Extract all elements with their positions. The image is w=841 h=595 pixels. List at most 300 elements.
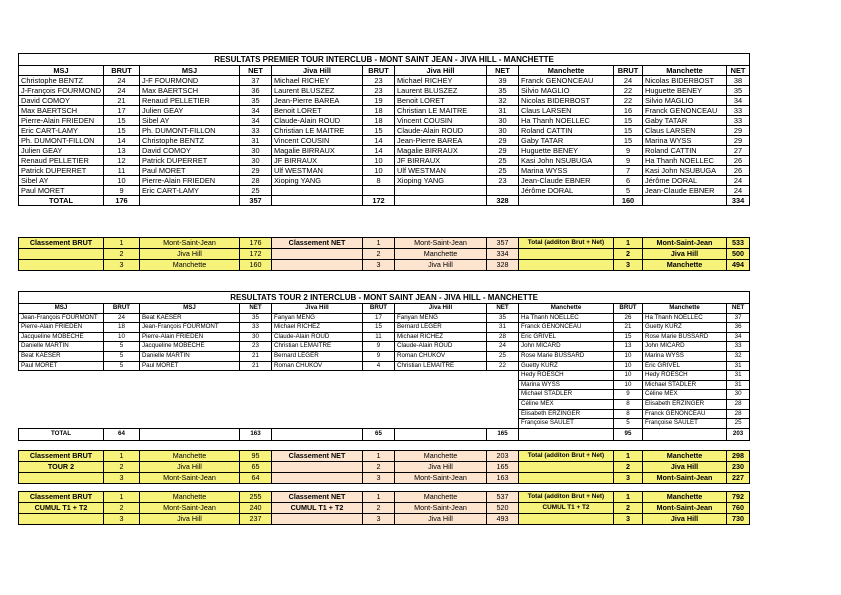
table-cell: Élisabeth ERZINGER	[643, 399, 727, 409]
table-cell: 31	[727, 371, 750, 381]
table-row	[19, 76, 750, 86]
table-row	[19, 156, 750, 166]
table-cell	[240, 419, 272, 429]
table-cell: 32	[487, 96, 519, 106]
table-cell: 15	[614, 116, 643, 126]
ranking-cell: 1	[104, 238, 140, 249]
table-cell: Jean-Claude EBNER	[519, 176, 614, 186]
table-cell: Claude-Alain ROUD	[272, 332, 363, 342]
table-cell: 30	[240, 332, 272, 342]
ranking-cell: 334	[487, 249, 519, 260]
table-cell: Roman CHUKOV	[272, 361, 363, 371]
table-cell: 30	[240, 146, 272, 156]
ranking-cell: 3	[614, 260, 643, 271]
table-cell: 37	[727, 313, 750, 323]
table-cell: Franck GENONCEAU	[519, 323, 614, 333]
table-cell: John MICARD	[519, 342, 614, 352]
ranking-cell: 160	[240, 260, 272, 271]
ranking-cell: 2	[104, 462, 140, 473]
table-cell: 33	[240, 126, 272, 136]
table-cell	[272, 196, 363, 206]
table-cell: Huguette BENEY	[643, 86, 727, 96]
tour2-results-table	[18, 291, 750, 441]
table-cell: Jacqueline MOBECHE	[19, 332, 104, 342]
table-cell: TOTAL	[19, 196, 104, 206]
cumul-cell: Mont-Saint-Jean	[395, 503, 487, 514]
table-cell	[140, 399, 240, 409]
table-cell	[363, 419, 395, 429]
table-row	[19, 96, 750, 106]
ranking-cell	[272, 249, 363, 260]
table-cell	[487, 371, 519, 381]
table-cell: 32	[727, 351, 750, 361]
table-cell: Jacqueline MOBECHE	[140, 342, 240, 352]
column-header: Manchette	[519, 66, 614, 76]
table-cell	[19, 390, 104, 400]
table-cell: Marina WYSS	[519, 166, 614, 176]
column-header: NET	[487, 66, 519, 76]
table-cell: 35	[487, 86, 519, 96]
cumul-cell: Jiva Hill	[140, 514, 240, 525]
tour1-header-row	[19, 66, 750, 76]
table-cell: Eric CART-LAMY	[140, 186, 240, 196]
ranking-cell: 172	[240, 249, 272, 260]
cumul-cell: 760	[727, 503, 750, 514]
table-cell: 25	[487, 166, 519, 176]
table-row	[19, 313, 750, 323]
table-cell: Franck GENONCEAU	[643, 409, 727, 419]
ranking-cell: 494	[727, 260, 750, 271]
table-row	[19, 186, 750, 196]
table-cell: Claude-Alain ROUD	[395, 342, 487, 352]
ranking-cell: 227	[727, 473, 750, 484]
table-cell	[395, 409, 487, 419]
table-cell: Vincent COUSIN	[395, 116, 487, 126]
table-cell: 24	[487, 342, 519, 352]
column-header: BRUT	[363, 304, 395, 314]
column-header: MSJ	[140, 304, 240, 314]
table-cell: Élisabeth ERZINGER	[519, 409, 614, 419]
table-cell: 9	[363, 342, 395, 352]
table-cell: Bernard LEGER	[272, 351, 363, 361]
table-cell: 14	[363, 136, 395, 146]
table-cell: 36	[240, 86, 272, 96]
table-cell: 9	[614, 390, 643, 400]
table-cell: Paul MORET	[140, 166, 240, 176]
column-header: NET	[240, 304, 272, 314]
table-cell: 19	[363, 96, 395, 106]
table-cell: 10	[104, 332, 140, 342]
table-cell: J-François FOURMOND	[19, 86, 104, 96]
table-cell: Christophe BENTZ	[19, 76, 104, 86]
ranking-cell: Manchette	[395, 249, 487, 260]
table-cell: J-F FOURMOND	[140, 76, 240, 86]
column-header: MSJ	[140, 66, 240, 76]
table-cell: David COMOY	[140, 146, 240, 156]
table-cell	[487, 399, 519, 409]
table-row	[19, 342, 750, 352]
total-cell: 165	[487, 428, 519, 440]
tour2-ranking-table	[18, 450, 750, 484]
table-cell: 35	[240, 313, 272, 323]
table-cell: Ha Thanh NOELLEC	[643, 313, 727, 323]
table-cell: Patrick DUPERRET	[19, 166, 104, 176]
table-cell: 15	[104, 126, 140, 136]
table-cell: Eric GRIVEL	[519, 332, 614, 342]
table-cell: Franck GENONCEAU	[643, 106, 727, 116]
table-cell: 9	[363, 351, 395, 361]
ranking-cell: 1	[363, 238, 395, 249]
table-cell: Marina WYSS	[643, 351, 727, 361]
table-cell: 31	[487, 106, 519, 116]
column-header: MSJ	[19, 304, 104, 314]
table-cell: 10	[104, 176, 140, 186]
table-cell: Paul MORET	[140, 361, 240, 371]
ranking-row	[19, 249, 750, 260]
cumul-cell: Jiva Hill	[395, 514, 487, 525]
ranking-cell: 328	[487, 260, 519, 271]
table-cell: Pierre-Alain FRIEDEN	[19, 116, 104, 126]
ranking-cell: 1	[614, 451, 643, 462]
table-cell: Beat KAESER	[19, 351, 104, 361]
table-cell: Marina WYSS	[519, 380, 614, 390]
table-cell: Guetty KURZ	[643, 323, 727, 333]
table-cell	[240, 390, 272, 400]
table-cell	[487, 380, 519, 390]
table-cell: Hedy ROESCH	[643, 371, 727, 381]
table-cell: 30	[487, 126, 519, 136]
table-cell: 15	[104, 116, 140, 126]
cumul-cell: 2	[614, 503, 643, 514]
table-cell: JF BIRRAUX	[395, 156, 487, 166]
table-cell: Jean-Claude EBNER	[643, 186, 727, 196]
table-row	[19, 323, 750, 333]
cumul-row	[19, 503, 750, 514]
table-cell	[19, 371, 104, 381]
ranking-cell: TOUR 2	[19, 462, 104, 473]
cumul-cell: Mont-Saint-Jean	[140, 503, 240, 514]
cumul-cell: Manchette	[140, 492, 240, 503]
table-cell: 18	[363, 116, 395, 126]
ranking-cell: 95	[240, 451, 272, 462]
total-cell	[643, 428, 727, 440]
table-cell: 10	[363, 156, 395, 166]
column-header: BRUT	[363, 66, 395, 76]
cumul-cell: Mont-Saint-Jean	[643, 503, 727, 514]
ranking-cell: Classement BRUT	[19, 238, 104, 249]
ranking-row	[19, 238, 750, 249]
table-cell: 8	[363, 176, 395, 186]
ranking-cell: Classement NET	[272, 238, 363, 249]
table-cell: 13	[104, 146, 140, 156]
table-cell: Pierre-Alain FRIEDEN	[140, 332, 240, 342]
table-cell	[487, 390, 519, 400]
table-cell: 24	[104, 86, 140, 96]
table-cell	[104, 409, 140, 419]
table-cell	[140, 409, 240, 419]
cumul-cell: 2	[363, 503, 395, 514]
table-cell: Michael RICHEY	[395, 76, 487, 86]
column-header: Manchette	[519, 304, 614, 314]
table-cell: Magalie BIRRAUX	[272, 146, 363, 156]
ranking-cell	[272, 462, 363, 473]
table-cell	[272, 409, 363, 419]
table-cell: 176	[104, 196, 140, 206]
table-cell: 28	[487, 332, 519, 342]
table-cell: Kasi John NSUBUGA	[519, 156, 614, 166]
table-cell	[104, 371, 140, 381]
ranking-cell: Mont-Saint-Jean	[140, 473, 240, 484]
column-header: Manchette	[643, 66, 727, 76]
total-cell: 64	[104, 428, 140, 440]
table-cell: John MICARD	[643, 342, 727, 352]
table-cell: Max BAERTSCH	[140, 86, 240, 96]
table-cell	[19, 409, 104, 419]
table-cell: Sibel AY	[19, 176, 104, 186]
table-cell: 30	[487, 116, 519, 126]
table-cell: 6	[614, 176, 643, 186]
column-header: Manchette	[643, 304, 727, 314]
total-cell	[395, 428, 487, 440]
table-cell	[519, 196, 614, 206]
table-cell: 17	[363, 313, 395, 323]
table-cell	[104, 380, 140, 390]
ranking-cell: Jiva Hill	[140, 462, 240, 473]
table-cell	[140, 371, 240, 381]
ranking-cell: Mont-Saint-Jean	[395, 473, 487, 484]
ranking-cell: Mont-Saint-Jean	[643, 238, 727, 249]
table-cell: Danielle MARTIN	[140, 351, 240, 361]
ranking-cell: 500	[727, 249, 750, 260]
table-row	[19, 146, 750, 156]
cumul-cell: 537	[487, 492, 519, 503]
table-cell: 5	[614, 186, 643, 196]
table-row	[19, 196, 750, 206]
cumul-row	[19, 492, 750, 503]
table-cell	[363, 186, 395, 196]
ranking-row	[19, 451, 750, 462]
table-row	[19, 390, 750, 400]
table-cell: 24	[614, 76, 643, 86]
table-cell: Laurent BLUSZEZ	[395, 86, 487, 96]
ranking-cell: Jiva Hill	[395, 260, 487, 271]
ranking-row	[19, 260, 750, 271]
table-cell: 11	[104, 166, 140, 176]
table-cell: Jérôme DORAL	[643, 176, 727, 186]
table-cell: 33	[727, 342, 750, 352]
table-cell	[272, 380, 363, 390]
total-cell: 65	[363, 428, 395, 440]
table-row	[19, 126, 750, 136]
table-cell: 10	[614, 351, 643, 361]
ranking-cell: Jiva Hill	[140, 249, 240, 260]
table-cell: Xioping YANG	[395, 176, 487, 186]
table-cell: 29	[240, 166, 272, 176]
table-row	[19, 136, 750, 146]
ranking-cell: 533	[727, 238, 750, 249]
table-cell: 18	[104, 323, 140, 333]
ranking-cell: 3	[104, 260, 140, 271]
table-row	[19, 176, 750, 186]
table-cell	[395, 186, 487, 196]
ranking-row	[19, 473, 750, 484]
table-cell: Michael RICHEY	[272, 76, 363, 86]
cumul-cell	[519, 514, 614, 525]
table-cell	[272, 399, 363, 409]
table-cell: Patrick DUPERRET	[140, 156, 240, 166]
table-cell: Pierre-Alain FRIEDEN	[19, 323, 104, 333]
table-cell	[19, 399, 104, 409]
column-header: MSJ	[19, 66, 104, 76]
table-cell: 24	[104, 313, 140, 323]
ranking-cell: 2	[363, 249, 395, 260]
table-cell: 172	[363, 196, 395, 206]
table-cell	[240, 409, 272, 419]
table-row	[19, 106, 750, 116]
ranking-cell: 2	[363, 462, 395, 473]
table-cell: Claude-Alain ROUD	[395, 126, 487, 136]
table-cell: 22	[614, 86, 643, 96]
table-cell	[395, 390, 487, 400]
column-header: BRUT	[104, 304, 140, 314]
table-cell: 37	[240, 76, 272, 86]
table-cell: 328	[487, 196, 519, 206]
table-cell	[140, 390, 240, 400]
table-row	[19, 419, 750, 429]
table-cell: 25	[240, 186, 272, 196]
table-cell: Jean-Pierre BAREA	[272, 96, 363, 106]
ranking-cell: Manchette	[395, 451, 487, 462]
table-cell	[240, 399, 272, 409]
cumul-cell: CUMUL T1 + T2	[272, 503, 363, 514]
total-cell: 163	[240, 428, 272, 440]
table-cell	[487, 419, 519, 429]
table-cell: Roland CATTIN	[519, 126, 614, 136]
table-cell: 29	[487, 136, 519, 146]
table-cell: 24	[727, 186, 750, 196]
table-cell: Paul MORET	[19, 186, 104, 196]
table-cell: David COMOY	[19, 96, 104, 106]
table-cell: JF BIRRAUX	[272, 156, 363, 166]
cumul-cell: 1	[104, 492, 140, 503]
table-cell: Gaby TATAR	[519, 136, 614, 146]
table-cell: Fanyan MENG	[395, 313, 487, 323]
table-cell	[487, 186, 519, 196]
table-cell	[487, 409, 519, 419]
ranking-cell: Total (additon Brut + Net)	[519, 238, 614, 249]
ranking-cell	[519, 462, 614, 473]
ranking-cell: 165	[487, 462, 519, 473]
table-cell: 21	[104, 96, 140, 106]
table-cell: Ha Thanh NOELLEC	[519, 313, 614, 323]
table-cell: 26	[727, 156, 750, 166]
table-cell: 7	[614, 166, 643, 176]
tour1-results-table	[18, 53, 750, 206]
ranking-cell: Mont-Saint-Jean	[643, 473, 727, 484]
column-header: NET	[727, 304, 750, 314]
table-cell: 33	[240, 323, 272, 333]
table-cell: 10	[614, 361, 643, 371]
table-cell: Jean-Pierre BAREA	[395, 136, 487, 146]
table-cell: 33	[727, 106, 750, 116]
table-cell: 30	[240, 156, 272, 166]
cumul-ranking-table	[18, 491, 750, 525]
table-cell: 357	[240, 196, 272, 206]
ranking-cell	[272, 260, 363, 271]
cumul-cell: 3	[614, 514, 643, 525]
ranking-cell: Manchette	[643, 260, 727, 271]
table-cell: 160	[614, 196, 643, 206]
table-cell: 334	[727, 196, 750, 206]
total-cell	[140, 428, 240, 440]
table-cell: 26	[614, 313, 643, 323]
table-cell: Ulf WESTMAN	[395, 166, 487, 176]
cumul-cell: 3	[104, 514, 140, 525]
cumul-cell: 1	[363, 492, 395, 503]
tour2-header-row	[19, 304, 750, 314]
table-cell	[395, 371, 487, 381]
ranking-cell: 176	[240, 238, 272, 249]
table-cell	[104, 399, 140, 409]
table-cell: 28	[240, 176, 272, 186]
table-cell: Ha Thanh NOELLEC	[519, 116, 614, 126]
column-header: Jiva Hill	[395, 66, 487, 76]
table-row	[19, 332, 750, 342]
table-cell: 35	[727, 86, 750, 96]
table-cell: Ph. DUMONT-FILLON	[140, 126, 240, 136]
table-cell: Nicolas BIDERBOST	[519, 96, 614, 106]
total-cell: 95	[614, 428, 643, 440]
total-cell: TOTAL	[19, 428, 104, 440]
table-cell	[140, 196, 240, 206]
cumul-cell: 792	[727, 492, 750, 503]
table-cell: 10	[614, 371, 643, 381]
cumul-cell: 520	[487, 503, 519, 514]
column-header: NET	[240, 66, 272, 76]
table-cell	[363, 380, 395, 390]
table-cell: 10	[614, 380, 643, 390]
ranking-cell: Mont-Saint-Jean	[395, 238, 487, 249]
table-cell: 5	[104, 361, 140, 371]
table-cell: 16	[614, 106, 643, 116]
table-cell: Christian LEMAITRE	[395, 361, 487, 371]
table-cell: 29	[727, 126, 750, 136]
table-cell: Jérôme DORAL	[519, 186, 614, 196]
table-cell: 30	[727, 390, 750, 400]
cumul-cell: Classement BRUT	[19, 492, 104, 503]
table-cell: 18	[363, 106, 395, 116]
table-cell: 35	[487, 313, 519, 323]
table-cell: Eric GRIVEL	[643, 361, 727, 371]
table-cell: Sibel AY	[140, 116, 240, 126]
ranking-cell	[19, 260, 104, 271]
table-cell: Jean-François FOURMONT	[19, 313, 104, 323]
column-header: NET	[487, 304, 519, 314]
table-cell: 15	[614, 126, 643, 136]
ranking-cell: 230	[727, 462, 750, 473]
table-cell	[19, 380, 104, 390]
table-cell: Paul MORET	[19, 361, 104, 371]
total-cell	[519, 428, 614, 440]
table-cell: Julien GEAY	[19, 146, 104, 156]
table-cell: Rose Marie BUSSARD	[519, 351, 614, 361]
table-cell: Eric CART-LAMY	[19, 126, 104, 136]
table-cell: 28	[727, 399, 750, 409]
table-cell: Renaud PELLETIER	[19, 156, 104, 166]
cumul-cell: Classement NET	[272, 492, 363, 503]
table-cell: 31	[240, 136, 272, 146]
table-cell	[272, 186, 363, 196]
